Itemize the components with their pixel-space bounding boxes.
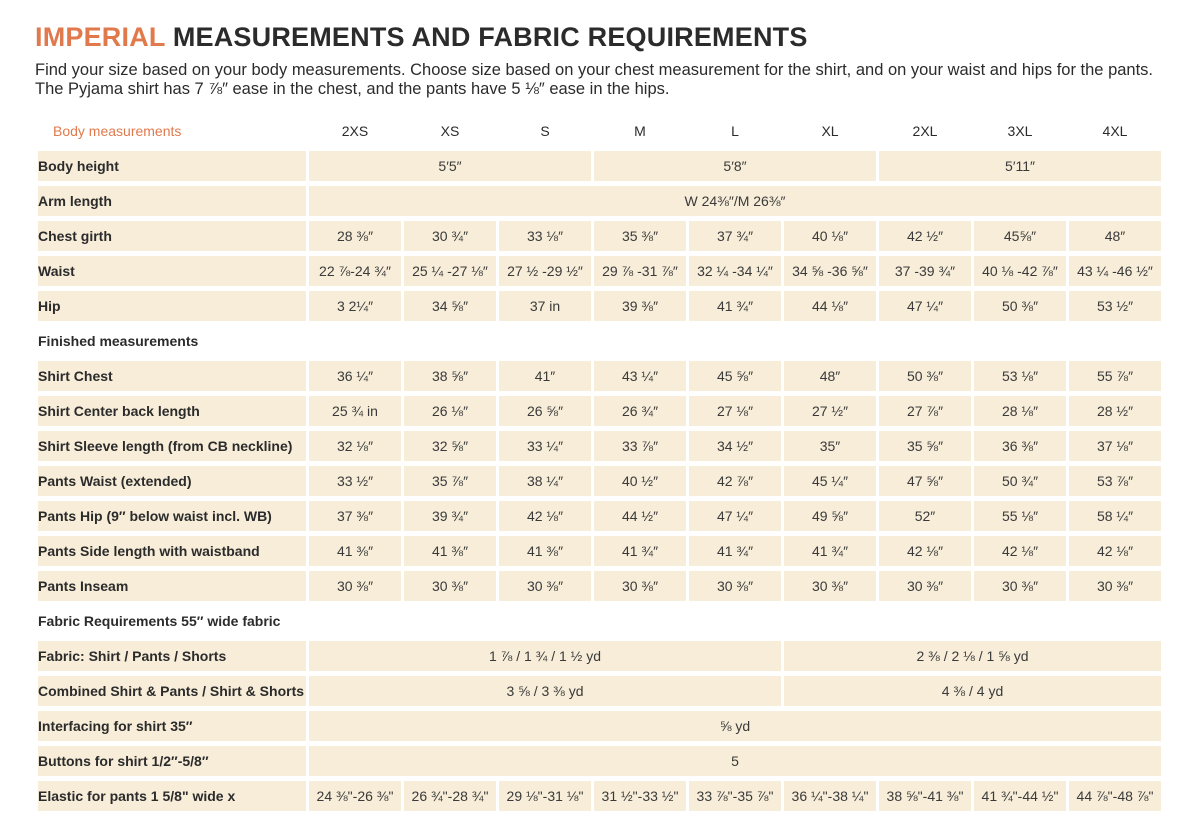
size-header: M bbox=[634, 123, 646, 139]
table-cell: 32 ⅝″ bbox=[404, 431, 496, 461]
table-cell: 45 ⅝″ bbox=[689, 361, 781, 391]
table-cell: 38 ¼″ bbox=[499, 466, 591, 496]
size-header: S bbox=[540, 123, 550, 139]
page-title bbox=[35, 22, 808, 53]
table-cell: 3 ⅝ / 3 ⅜ yd bbox=[309, 676, 781, 706]
row-label: Fabric: Shirt / Pants / Shorts bbox=[38, 641, 306, 671]
table-cell: 26 ⅛″ bbox=[404, 396, 496, 426]
table-row bbox=[38, 151, 1161, 181]
size-table-header bbox=[38, 116, 1161, 146]
table-cell: 39 ⅜″ bbox=[594, 291, 686, 321]
table-cell: 55 ⅛″ bbox=[974, 501, 1066, 531]
table-row bbox=[38, 571, 1161, 601]
table-cell: 26 ⅝″ bbox=[499, 396, 591, 426]
table-cell: 5′5″ bbox=[309, 151, 591, 181]
size-table-body bbox=[38, 151, 1161, 811]
table-cell: 34 ½″ bbox=[689, 431, 781, 461]
table-row bbox=[38, 781, 1161, 811]
size-header: L bbox=[731, 123, 739, 139]
table-cell: 27 ½″ bbox=[784, 396, 876, 426]
row-label: Shirt Sleeve length (from CB neckline) bbox=[38, 431, 306, 461]
row-label: Elastic for pants 1 5/8" wide x bbox=[38, 781, 306, 811]
table-cell: 58 ¼″ bbox=[1069, 501, 1161, 531]
table-row bbox=[38, 396, 1161, 426]
table-cell: 42 ⅛″ bbox=[1069, 536, 1161, 566]
table-cell: 30 ⅜″ bbox=[974, 571, 1066, 601]
table-cell: 24 ⅜"-26 ⅜" bbox=[309, 781, 401, 811]
table-cell: 30 ⅜″ bbox=[784, 571, 876, 601]
table-cell: 25 ¾ in bbox=[309, 396, 401, 426]
row-label: Interfacing for shirt 35″ bbox=[38, 711, 306, 741]
table-cell: 34 ⅝″ bbox=[404, 291, 496, 321]
table-cell: 29 ⅞ -31 ⅞″ bbox=[594, 256, 686, 286]
table-row bbox=[38, 256, 1161, 286]
table-cell: 33 ¼″ bbox=[499, 431, 591, 461]
row-label: Pants Inseam bbox=[38, 571, 306, 601]
table-cell: 48″ bbox=[1069, 221, 1161, 251]
size-header: 2XL bbox=[912, 123, 938, 139]
table-cell: 4 ⅜ / 4 yd bbox=[784, 676, 1161, 706]
table-row bbox=[38, 186, 1161, 216]
table-cell: 22 ⅞-24 ¾″ bbox=[309, 256, 401, 286]
table-cell: 40 ½″ bbox=[594, 466, 686, 496]
table-cell: 27 ⅛″ bbox=[689, 396, 781, 426]
table-cell: 42 ⅞″ bbox=[689, 466, 781, 496]
row-label: Pants Side length with waistband bbox=[38, 536, 306, 566]
table-cell: 3 2¼″ bbox=[309, 291, 401, 321]
table-cell: 41″ bbox=[499, 361, 591, 391]
table-cell: 41 ¾″ bbox=[689, 536, 781, 566]
section-heading: Finished measurements bbox=[38, 333, 199, 349]
table-cell: 53 ⅛″ bbox=[974, 361, 1066, 391]
table-cell: 45⅝″ bbox=[974, 221, 1066, 251]
row-label: Shirt Center back length bbox=[38, 396, 306, 426]
table-cell: 30 ⅜″ bbox=[594, 571, 686, 601]
table-cell: 53 ½″ bbox=[1069, 291, 1161, 321]
table-cell: 30 ¾″ bbox=[404, 221, 496, 251]
table-cell: 27 ⅞″ bbox=[879, 396, 971, 426]
table-cell: 5 bbox=[309, 746, 1161, 776]
table-cell: 42 ⅛″ bbox=[879, 536, 971, 566]
table-cell: 1 ⅞ / 1 ¾ / 1 ½ yd bbox=[309, 641, 781, 671]
table-row bbox=[38, 431, 1161, 461]
table-cell: 28 ⅛″ bbox=[974, 396, 1066, 426]
table-cell: 42 ⅛″ bbox=[974, 536, 1066, 566]
table-cell: 25 ¼ -27 ⅛″ bbox=[404, 256, 496, 286]
table-cell: 29 ⅛"-31 ⅛" bbox=[499, 781, 591, 811]
table-cell: 36 ¼″ bbox=[309, 361, 401, 391]
table-cell: 31 ½"-33 ½" bbox=[594, 781, 686, 811]
table-row bbox=[38, 711, 1161, 741]
table-cell: 49 ⅝″ bbox=[784, 501, 876, 531]
table-cell: 34 ⅝ -36 ⅝″ bbox=[784, 256, 876, 286]
table-cell: 30 ⅜″ bbox=[689, 571, 781, 601]
table-cell: 41 ¾″ bbox=[689, 291, 781, 321]
table-cell: 48″ bbox=[784, 361, 876, 391]
row-label: Body height bbox=[38, 151, 306, 181]
table-cell: 2 ⅜ / 2 ⅛ / 1 ⅝ yd bbox=[784, 641, 1161, 671]
table-cell: 32 ¼ -34 ¼″ bbox=[689, 256, 781, 286]
table-row bbox=[38, 501, 1161, 531]
table-cell: 30 ⅜″ bbox=[499, 571, 591, 601]
table-cell: 35 ⅞″ bbox=[404, 466, 496, 496]
table-cell: 30 ⅜″ bbox=[404, 571, 496, 601]
title-accent: IMPERIAL bbox=[35, 22, 166, 52]
table-cell: 50 ¾″ bbox=[974, 466, 1066, 496]
size-header: XS bbox=[440, 123, 460, 139]
row-label: Pants Hip (9″ below waist incl. WB) bbox=[38, 501, 306, 531]
table-cell: 5′8″ bbox=[594, 151, 876, 181]
row-label: Hip bbox=[38, 291, 306, 321]
table-cell: 47 ⅝″ bbox=[879, 466, 971, 496]
size-header: 2XS bbox=[341, 123, 369, 139]
table-cell: 50 ⅜″ bbox=[879, 361, 971, 391]
header-label: Body measurements bbox=[53, 123, 182, 139]
table-cell: 40 ⅛″ bbox=[784, 221, 876, 251]
table-cell: 43 ¼ -46 ½″ bbox=[1069, 256, 1161, 286]
table-cell: 33 ½″ bbox=[309, 466, 401, 496]
table-cell: 30 ⅜″ bbox=[879, 571, 971, 601]
size-table bbox=[35, 111, 1164, 816]
table-row bbox=[38, 221, 1161, 251]
title-rest: MEASUREMENTS AND FABRIC REQUIREMENTS bbox=[165, 22, 808, 52]
table-cell: 37 in bbox=[499, 291, 591, 321]
table-cell: 42 ⅛″ bbox=[499, 501, 591, 531]
table-cell: 5′11″ bbox=[879, 151, 1161, 181]
size-header: XL bbox=[821, 123, 839, 139]
table-cell: 33 ⅞″ bbox=[594, 431, 686, 461]
table-cell: 37 -39 ¾″ bbox=[879, 256, 971, 286]
table-cell: 37 ⅜″ bbox=[309, 501, 401, 531]
table-row bbox=[38, 466, 1161, 496]
table-cell: 35 ⅝″ bbox=[879, 431, 971, 461]
row-label: Arm length bbox=[38, 186, 306, 216]
table-cell: 52″ bbox=[879, 501, 971, 531]
row-label: Chest girth bbox=[38, 221, 306, 251]
table-row bbox=[38, 641, 1161, 671]
table-cell: 36 ⅜″ bbox=[974, 431, 1066, 461]
table-cell: 44 ⅛″ bbox=[784, 291, 876, 321]
table-row bbox=[38, 291, 1161, 321]
table-cell: 35 ⅜″ bbox=[594, 221, 686, 251]
table-cell: 27 ½ -29 ½″ bbox=[499, 256, 591, 286]
size-header: 4XL bbox=[1102, 123, 1128, 139]
table-cell: 32 ⅛″ bbox=[309, 431, 401, 461]
table-cell: 40 ⅛ -42 ⅞″ bbox=[974, 256, 1066, 286]
row-label: Combined Shirt & Pants / Shirt & Shorts bbox=[38, 676, 306, 706]
table-cell: 26 ¾"-28 ¾" bbox=[404, 781, 496, 811]
table-cell: 37 ¾″ bbox=[689, 221, 781, 251]
table-cell: 55 ⅞″ bbox=[1069, 361, 1161, 391]
table-cell: ⅝ yd bbox=[309, 711, 1161, 741]
table-cell: 28 ⅜″ bbox=[309, 221, 401, 251]
section-row bbox=[38, 606, 1161, 636]
table-cell: 45 ¼″ bbox=[784, 466, 876, 496]
table-cell: 41 ¾″ bbox=[594, 536, 686, 566]
table-cell: 44 ⅞"-48 ⅞" bbox=[1069, 781, 1161, 811]
table-cell: 37 ⅛″ bbox=[1069, 431, 1161, 461]
table-cell: 33 ⅞"-35 ⅞" bbox=[689, 781, 781, 811]
table-cell: 43 ¼″ bbox=[594, 361, 686, 391]
table-cell: 41 ⅜″ bbox=[404, 536, 496, 566]
table-cell: 53 ⅞″ bbox=[1069, 466, 1161, 496]
table-cell: 30 ⅜″ bbox=[1069, 571, 1161, 601]
row-label: Waist bbox=[38, 256, 306, 286]
table-cell: 47 ¼″ bbox=[879, 291, 971, 321]
intro-text: Find your size based on your body measurements. Choose size based on your chest measurement for the shirt, and on your waist and hips for the pants. The Pyjama shirt has 7 ⅞″ ease in the chest, and the pants have 5 ⅛″ ease in the hips. bbox=[35, 61, 1154, 98]
row-label: Buttons for shirt 1/2″-5/8″ bbox=[38, 746, 306, 776]
table-cell: 39 ¾″ bbox=[404, 501, 496, 531]
table-cell: 44 ½″ bbox=[594, 501, 686, 531]
table-cell: W 24⅜″/M 26⅜″ bbox=[309, 186, 1161, 216]
table-row bbox=[38, 676, 1161, 706]
table-row bbox=[38, 361, 1161, 391]
table-cell: 42 ½″ bbox=[879, 221, 971, 251]
table-cell: 38 ⅝″ bbox=[404, 361, 496, 391]
table-cell: 36 ¼"-38 ¼" bbox=[784, 781, 876, 811]
table-cell: 33 ⅛″ bbox=[499, 221, 591, 251]
table-cell: 47 ¼″ bbox=[689, 501, 781, 531]
table-row bbox=[38, 746, 1161, 776]
table-row bbox=[38, 536, 1161, 566]
section-row bbox=[38, 326, 1161, 356]
table-cell: 35″ bbox=[784, 431, 876, 461]
table-cell: 41 ¾"-44 ½" bbox=[974, 781, 1066, 811]
table-cell: 26 ¾″ bbox=[594, 396, 686, 426]
table-cell: 38 ⅝"-41 ⅜" bbox=[879, 781, 971, 811]
row-label: Shirt Chest bbox=[38, 361, 306, 391]
size-header: 3XL bbox=[1007, 123, 1033, 139]
table-cell: 41 ⅜″ bbox=[499, 536, 591, 566]
table-cell: 28 ½″ bbox=[1069, 396, 1161, 426]
row-label: Pants Waist (extended) bbox=[38, 466, 306, 496]
table-cell: 41 ⅜″ bbox=[309, 536, 401, 566]
table-cell: 41 ¾″ bbox=[784, 536, 876, 566]
table-cell: 30 ⅜″ bbox=[309, 571, 401, 601]
table-cell: 50 ⅜″ bbox=[974, 291, 1066, 321]
section-heading: Fabric Requirements 55″ wide fabric bbox=[38, 613, 281, 629]
